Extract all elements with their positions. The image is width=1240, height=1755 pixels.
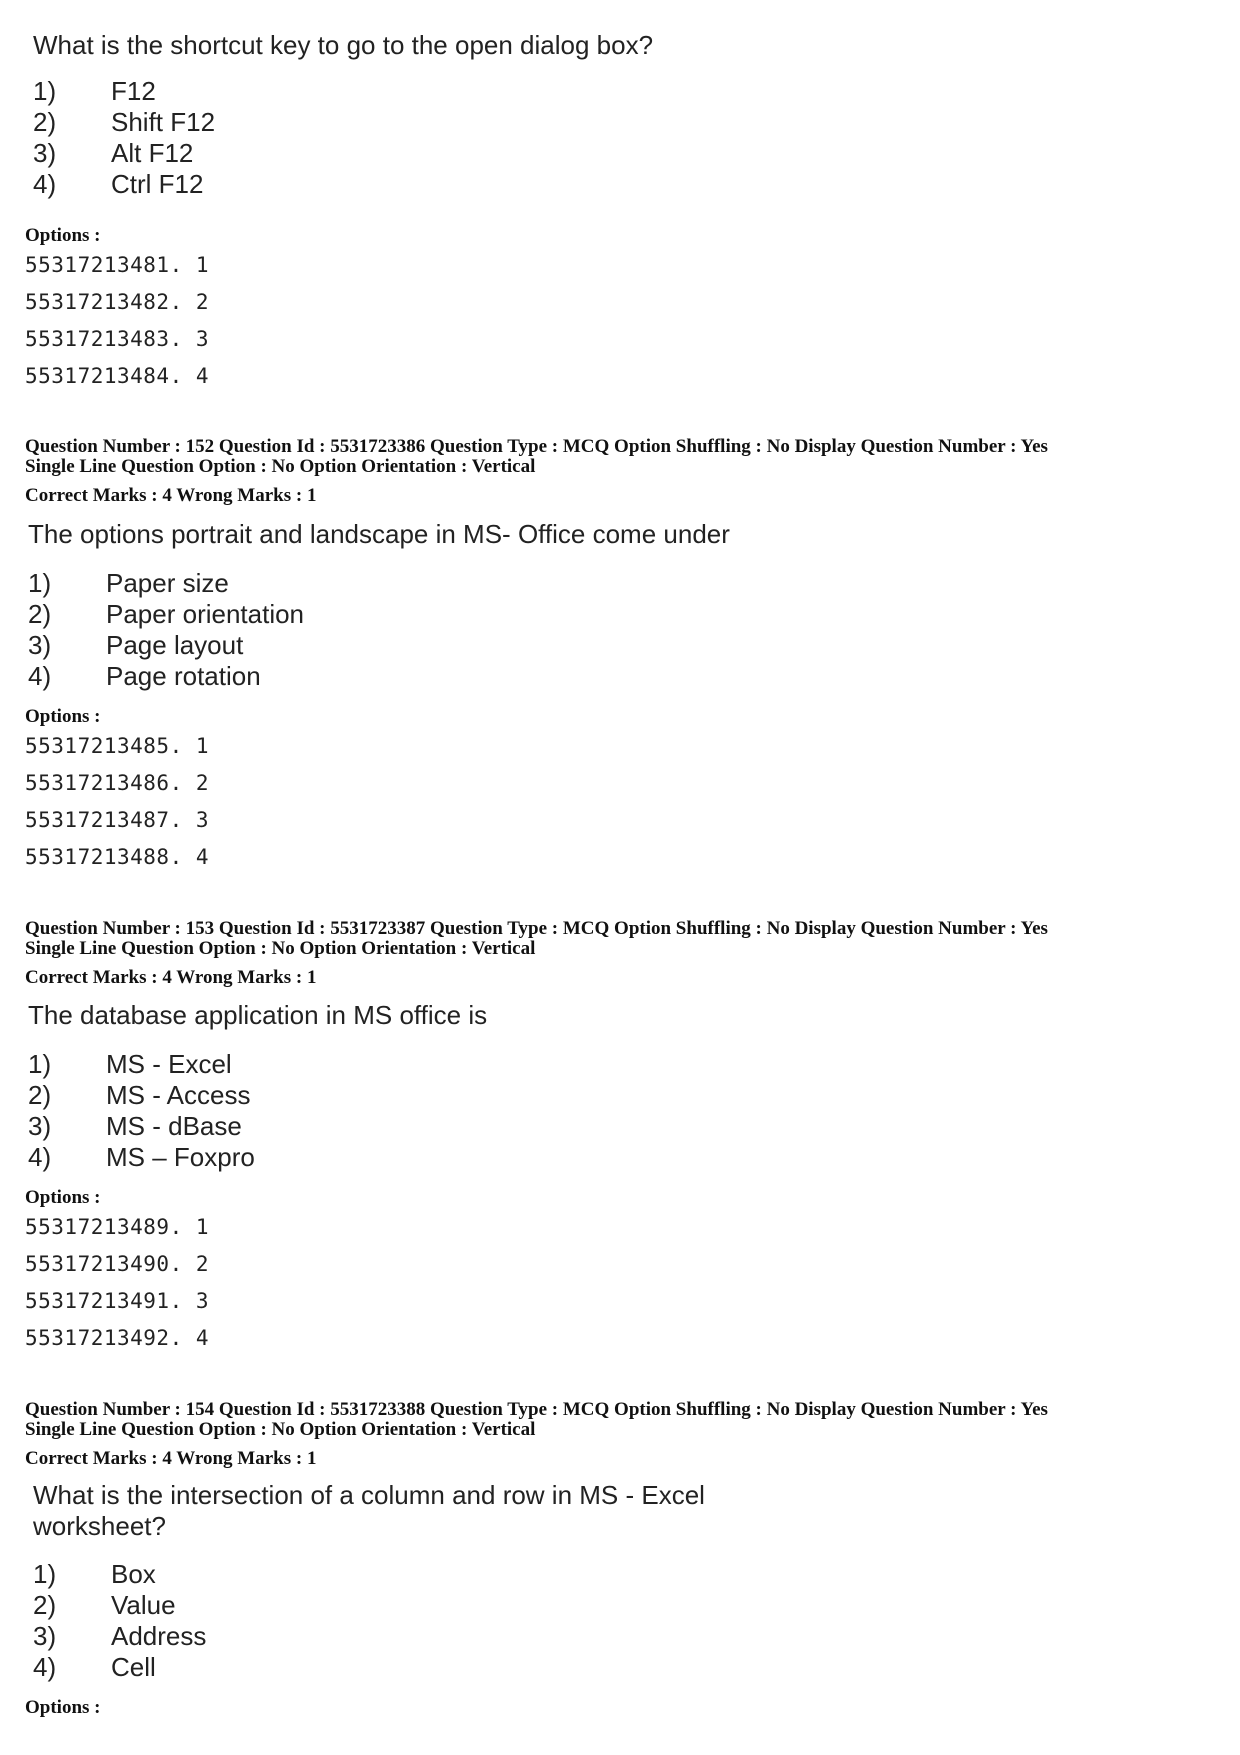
choice-item: [33, 107, 215, 138]
choice-number: 1): [28, 1049, 52, 1079]
choice-text: Value: [111, 1590, 176, 1620]
choice-list: [28, 568, 304, 692]
choice-item: [33, 1559, 206, 1590]
choice-item: [33, 1652, 206, 1683]
option-code: 55317213483. 3: [25, 327, 210, 351]
choice-item: [28, 661, 304, 692]
choice-text: Page rotation: [106, 661, 261, 691]
choice-text: F12: [111, 76, 156, 106]
option-code: 55317213491. 3: [25, 1289, 210, 1313]
marks-line: Correct Marks : 4 Wrong Marks : 1: [25, 1448, 317, 1469]
choice-text: Alt F12: [111, 138, 194, 168]
choice-item: [33, 169, 215, 200]
question-text: The options portrait and landscape in MS- Office come under: [28, 519, 730, 549]
choice-number: 3): [33, 138, 57, 168]
question-meta: Single Line Question Option : No Option Orientation : Vertical: [25, 456, 536, 477]
choice-list: [33, 1559, 206, 1683]
marks-line: Correct Marks : 4 Wrong Marks : 1: [25, 967, 317, 988]
question-text: What is the shortcut key to go to the open dialog box?: [33, 30, 654, 60]
choice-text: Page layout: [106, 630, 244, 660]
choice-number: 4): [28, 1142, 52, 1172]
choice-item: [33, 138, 215, 169]
choice-item: [28, 1111, 255, 1142]
options-label: Options :: [25, 1187, 101, 1208]
option-code: 55317213486. 2: [25, 771, 210, 795]
choice-text: MS - Excel: [106, 1049, 232, 1079]
choice-number: 3): [28, 630, 52, 660]
choice-text: Ctrl F12: [111, 169, 204, 199]
choice-number: 4): [28, 661, 52, 691]
choice-item: [33, 76, 215, 107]
option-code: 55317213489. 1: [25, 1215, 210, 1239]
question-meta: Single Line Question Option : No Option Orientation : Vertical: [25, 1419, 536, 1440]
question-meta: Question Number : 152 Question Id : 5531723386 Question Type : MCQ Option Shuffling : No Display Question Number : Yes: [25, 436, 1048, 457]
option-code: 55317213492. 4: [25, 1326, 210, 1350]
choice-text: Shift F12: [111, 107, 216, 137]
choice-list: [33, 76, 215, 200]
choice-number: 1): [33, 1559, 57, 1589]
choice-number: 3): [33, 1621, 57, 1651]
choice-list: [28, 1049, 255, 1173]
options-label: Options :: [25, 706, 101, 727]
choice-item: [28, 1142, 255, 1173]
choice-text: Paper size: [106, 568, 229, 598]
question-text: What is the intersection of a column and row in MS - Excel: [33, 1480, 705, 1510]
choice-text: MS – Foxpro: [106, 1142, 255, 1172]
question-meta: Single Line Question Option : No Option Orientation : Vertical: [25, 938, 536, 959]
choice-item: [33, 1621, 206, 1652]
choice-number: 1): [28, 568, 52, 598]
choice-number: 3): [28, 1111, 52, 1141]
choice-text: Cell: [111, 1652, 156, 1682]
choice-number: 2): [28, 1080, 52, 1110]
choice-number: 4): [33, 1652, 57, 1682]
choice-item: [33, 1590, 206, 1621]
option-code: 55317213487. 3: [25, 808, 210, 832]
option-code: 55317213484. 4: [25, 364, 210, 388]
choice-item: [28, 1080, 255, 1111]
choice-item: [28, 599, 304, 630]
choice-text: Address: [111, 1621, 207, 1651]
choice-text: MS - dBase: [106, 1111, 242, 1141]
choice-text: MS - Access: [106, 1080, 251, 1110]
choice-item: [28, 568, 304, 599]
option-code: 55317213481. 1: [25, 253, 210, 277]
choice-item: [28, 630, 304, 661]
question-text: The database application in MS office is: [28, 1000, 488, 1030]
choice-number: 2): [33, 107, 57, 137]
option-code: 55317213490. 2: [25, 1252, 210, 1276]
choice-number: 2): [28, 599, 52, 629]
option-code: 55317213488. 4: [25, 845, 210, 869]
question-meta: Question Number : 153 Question Id : 5531723387 Question Type : MCQ Option Shuffling : No Display Question Number : Yes: [25, 918, 1048, 939]
question-text: worksheet?: [33, 1511, 166, 1541]
choice-number: 2): [33, 1590, 57, 1620]
marks-line: Correct Marks : 4 Wrong Marks : 1: [25, 485, 317, 506]
choice-text: Box: [111, 1559, 156, 1589]
options-label: Options :: [25, 1697, 101, 1718]
option-code: 55317213485. 1: [25, 734, 210, 758]
choice-number: 1): [33, 76, 57, 106]
option-code: 55317213482. 2: [25, 290, 210, 314]
choice-number: 4): [33, 169, 57, 199]
options-label: Options :: [25, 225, 101, 246]
choice-item: [28, 1049, 255, 1080]
question-meta: Question Number : 154 Question Id : 5531723388 Question Type : MCQ Option Shuffling : No Display Question Number : Yes: [25, 1399, 1048, 1420]
choice-text: Paper orientation: [106, 599, 305, 629]
